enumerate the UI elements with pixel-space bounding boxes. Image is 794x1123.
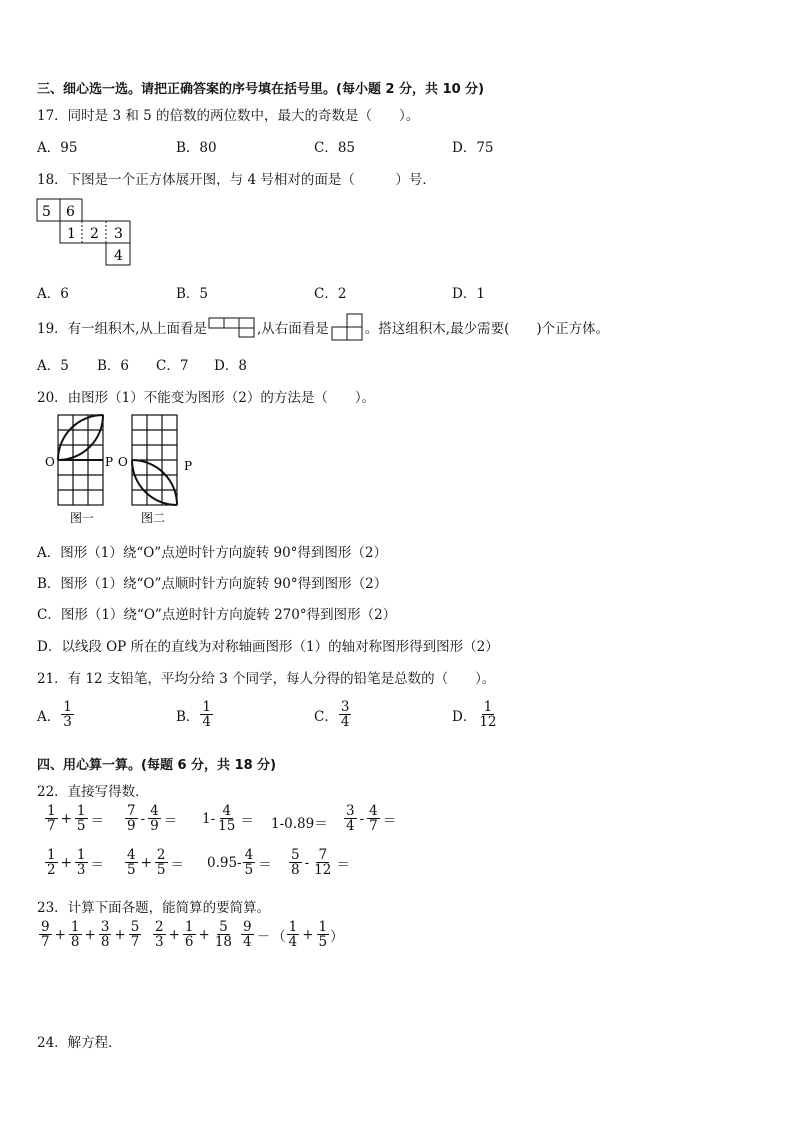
q21-option-c: C． $\frac{3}{4}$ — [314, 699, 350, 731]
top-view-diagram — [208, 316, 256, 338]
net-face-6: 6 — [66, 204, 75, 220]
section-3-title: 三、细心选一选。请把正确答案的序号填在括号里。(每小题 2 分，共 10 分) — [37, 82, 485, 97]
q22-equation-1: $\frac{1}{7}$ + $\frac{1}{5}$ ＝ — [47, 803, 104, 835]
q19-stem-part3: 。搭这组积木,最少需要( )个正方体。 — [364, 321, 610, 337]
fraction: $\frac{1}{3}$ — [63, 699, 72, 731]
net-face-1: 1 — [67, 226, 76, 242]
q18-option-d: D．1 — [452, 286, 485, 302]
q18-option-a: A．6 — [37, 286, 69, 302]
q23-expression-2: $\frac{2}{3}$ + $\frac{1}{6}$ + $\frac{5}{18}$ — [155, 919, 232, 951]
question-23-stem: 23．计算下面各题，能简算的要简算。 — [37, 900, 271, 916]
q22-equation-2: $\frac{7}{9}$ - $\frac{4}{9}$ ＝ — [127, 803, 178, 835]
q22-equation-8: 0.95- $\frac{4}{5}$ ＝ — [207, 847, 272, 879]
fig1-label-p: P — [105, 455, 114, 469]
fraction: $\frac{1}{4}$ — [202, 699, 212, 731]
fig1-label-o: O — [45, 455, 55, 469]
q19-stem-part2: ,从右面看是 — [256, 321, 329, 337]
q19-stem-part1: 19．有一组积木,从上面看是 — [37, 321, 207, 337]
figure-1-leaf-shape — [58, 415, 103, 460]
net-face-4: 4 — [114, 248, 123, 264]
fraction: $\frac{1}{12}$ — [479, 699, 497, 731]
q21-option-d: D． $\frac{1}{12}$ — [452, 699, 497, 731]
q18-option-b: B．5 — [176, 286, 209, 302]
question-24-stem: 24．解方程． — [37, 1035, 122, 1051]
q20-option-a: A．图形（1）绕“O”点逆时针方向旋转 90°得到图形（2） — [37, 545, 388, 561]
q19-option-d: D．8 — [214, 358, 247, 374]
fig2-caption: 图二 — [141, 511, 166, 525]
net-face-5: 5 — [42, 204, 51, 220]
q20-option-c: C．图形（1）绕“O”点逆时针方向旋转 270°得到图形（2） — [37, 607, 397, 623]
q22-equation-5: $\frac{3}{4}$ - $\frac{4}{7}$ ＝ — [346, 803, 397, 835]
question-21-stem: 21．有 12 支铅笔，平均分给 3 个同学，每人分得的铅笔是总数的（ ）。 — [37, 671, 496, 687]
right-view-diagram — [330, 312, 364, 342]
section-4-title: 四、用心算一算。(每题 6 分，共 18 分) — [37, 758, 277, 773]
q20-option-b: B．图形（1）绕“O”点顺时针方向旋转 90°得到图形（2） — [37, 576, 388, 592]
rotation-figures — [42, 412, 202, 530]
fig2-label-p: P — [184, 459, 193, 473]
q17-option-d: D．75 — [452, 140, 494, 156]
question-18-stem: 18．下图是一个正方体展开图，与 4 号相对的面是（ ）号． — [37, 172, 436, 188]
q22-equation-3: 1- $\frac{4}{15}$ ＝ — [202, 803, 254, 835]
q17-option-b: B．80 — [176, 140, 217, 156]
q18-option-c: C．2 — [314, 286, 347, 302]
q19-option-b: B．6 — [97, 358, 130, 374]
q20-option-d: D．以线段 OP 所在的直线为对称轴画图形（1）的轴对称图形得到图形（2） — [37, 639, 499, 655]
q22-equation-6: $\frac{1}{2}$ + $\frac{1}{3}$ ＝ — [47, 847, 104, 879]
q19-option-c: C．7 — [156, 358, 189, 374]
q22-equation-9: $\frac{5}{8}$ - $\frac{7}{12}$ ＝ — [291, 847, 350, 879]
q21-option-a: A． $\frac{1}{3}$ — [37, 699, 72, 731]
question-17-stem: 17．同时是 3 和 5 的倍数的两位数中，最大的奇数是（ ）。 — [37, 108, 420, 124]
q19-option-a: A．5 — [37, 358, 69, 374]
fig1-caption: 图一 — [70, 511, 95, 525]
question-20-stem: 20．由图形（1）不能变为图形（2）的方法是（ ）。 — [37, 390, 376, 406]
q17-option-c: C．85 — [314, 140, 356, 156]
q22-equation-7: $\frac{4}{5}$ + $\frac{2}{5}$ ＝ — [127, 847, 184, 879]
net-face-2: 2 — [90, 226, 99, 242]
q23-expression-3: $\frac{9}{4}$ － （ $\frac{1}{4}$ + $\frac{1}{5}$ ） — [243, 919, 344, 951]
fig2-label-o: O — [118, 455, 128, 469]
net-face-3: 3 — [114, 226, 123, 242]
cube-net-figure — [36, 198, 132, 268]
fraction: $\frac{3}{4}$ — [340, 699, 350, 731]
figure-2-leaf-shape — [132, 460, 177, 505]
question-22-stem: 22．直接写得数． — [37, 784, 149, 800]
q21-option-b: B． $\frac{1}{4}$ — [176, 699, 212, 731]
question-19-stem — [37, 310, 609, 344]
q22-equation-4: 1-0.89＝ — [271, 816, 328, 832]
q17-option-a: A．95 — [37, 140, 78, 156]
q23-expression-1: $\frac{9}{7}$ + $\frac{1}{8}$ + $\frac{3}{8}$ + $\frac{5}{7}$ — [41, 919, 140, 951]
